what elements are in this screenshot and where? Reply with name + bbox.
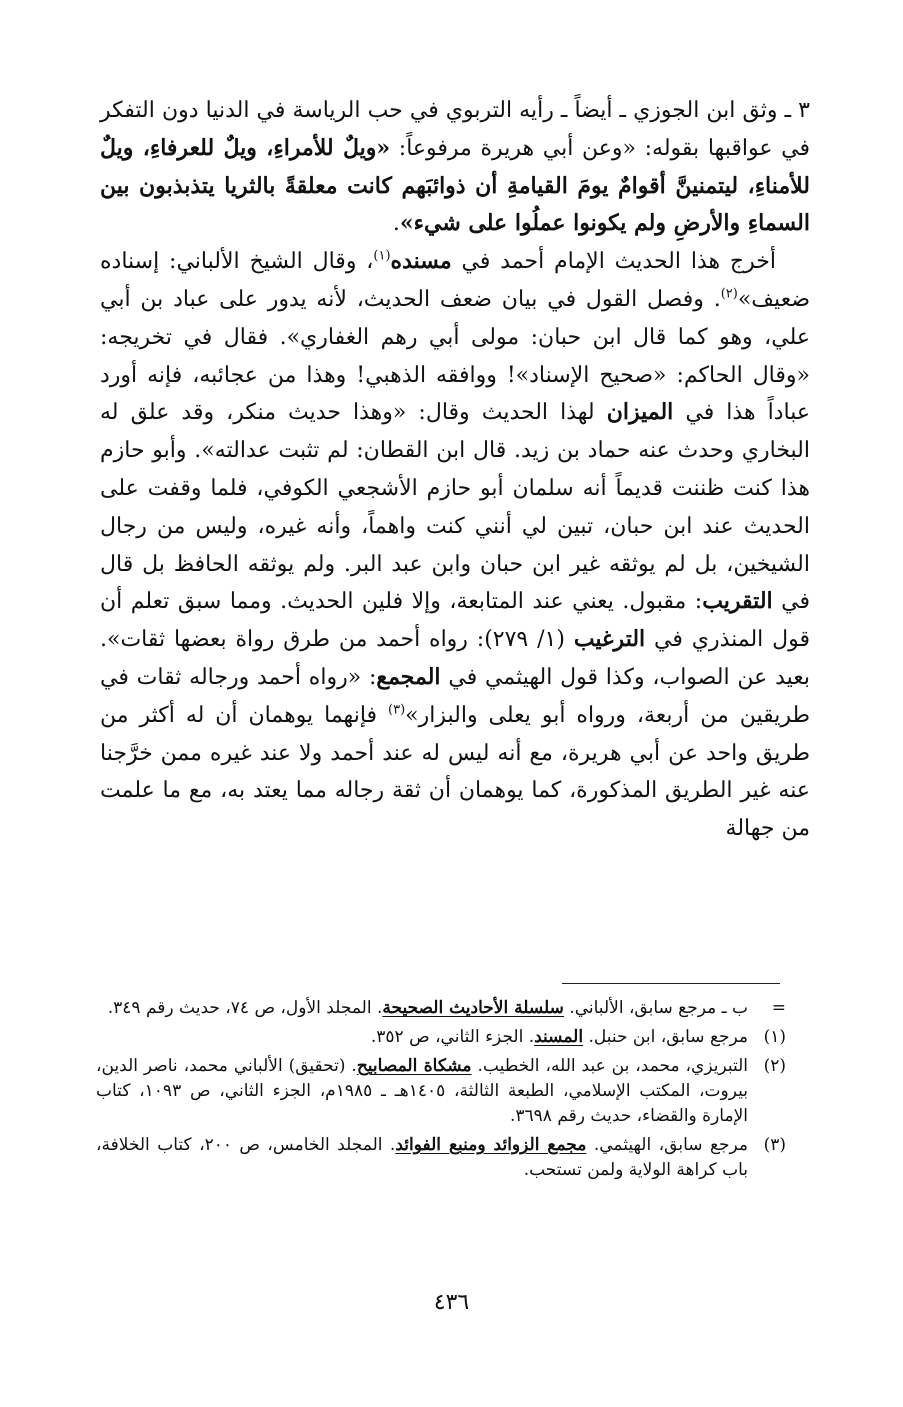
footnote-author: ب ـ مرجع سابق، الألباني. (563, 998, 748, 1018)
footnote-ref-3[interactable]: (٣) (388, 702, 406, 718)
footnote-book-title: مجمع الزوائد ومنبع الفوائد (395, 1135, 587, 1155)
footnote-ref-2[interactable]: (٢) (720, 286, 738, 302)
paragraph-1-text: ٣ ـ وثق ابن الجوزي ـ أيضاً ـ رأيه التربوي في حب الرياسة في الدنيا دون التفكر في عواقبها بقوله: «وعن أبي هريرة مرفوعاً: (100, 98, 811, 161)
footnote-details: . المجلد الأول، ص ٧٤، حديث رقم ٣٤٩. (107, 998, 383, 1018)
footnotes (96, 996, 786, 1187)
hadith-quote: «ويلٌ للأمراءِ، ويلٌ للعرفاءِ، ويلٌ للأمناءِ، ليتمنينَّ أقوامٌ يومَ القيامةِ أن ذوائبَهم كانت معلقةً بالثريا يتذبذبون بين السماءِ والأرضِ ولم يكونوا عملُوا على شيء» (100, 134, 810, 237)
footnote-number: (١) (763, 1027, 786, 1047)
book-title-majma: المجمع (376, 663, 441, 690)
footnote-item (96, 1025, 786, 1050)
book-title-musnad: مسنده (390, 248, 452, 275)
paragraph-2 (100, 243, 810, 848)
page-number: ٤٣٦ (433, 1290, 470, 1315)
footnote-number: = (771, 998, 786, 1018)
text-run: أخرج هذا الحديث الإمام أحمد في (451, 249, 776, 275)
book-title-mizan: الميزان (606, 399, 674, 426)
text-run: : «رواه أحمد ورجاله ثقات في طريقين من أربعة، ورواه أبو يعلى والبزار» (100, 664, 810, 728)
footnote-author: التبريزي، محمد، بن عبد الله، الخطيب. (471, 1056, 748, 1076)
footnote-text (96, 1133, 748, 1183)
footnote-item (96, 1133, 786, 1183)
main-text (100, 92, 810, 848)
book-title-targhib: الترغيب (573, 626, 646, 653)
paragraph-1 (100, 92, 810, 243)
footnote-separator (562, 983, 780, 984)
footnote-number: (٢) (763, 1056, 786, 1076)
footnote-book-title: المسند (534, 1027, 584, 1047)
footnote-author: مرجع سابق، ابن حنبل. (583, 1027, 748, 1047)
footnote-author: مرجع سابق، الهيثمي. (586, 1135, 748, 1155)
footnote-text (96, 996, 748, 1021)
footnote-item (96, 1054, 786, 1129)
footnote-book-title: مشكاة المصابيح (356, 1056, 472, 1076)
book-title-taqrib: التقريب (702, 588, 773, 615)
text-run: (١/ ٢٧٩): رواه أحمد من طرق رواة بعضها ثقات». بعيد عن الصواب، وكذا قول الهيثمي في (100, 627, 810, 690)
text-run: : مقبول. يعني عند المتابعة، وإلا فلين الحديث. ومما سبق تعلم أن قول المنذري في (100, 589, 811, 653)
text-run: . وفصل القول في بيان ضعف الحديث، لأنه يدور على عباد بن أبي علي، وهو كما قال ابن حبان: مولى أبي رهم الغفاري». فقال في تخريجه: «وقال الحاكم: «صحيح الإسناد»! ووافقه الذهبي! وهذا من عجائبه، فإنه أورد عباداً هذا في (100, 286, 810, 426)
footnote-text (96, 1025, 748, 1050)
text-run: فإنهما يوهمان أن له أكثر من طريق واحد عن أبي هريرة، مع أنه ليس له عند أحمد ولا عند غيره ممن خرَّجنا عنه غير الطريق المذكورة، كما يوهمان أن ثقة رجاله مما يعتد به، مع ما علمت من جهالة (100, 702, 810, 842)
footnote-item (96, 996, 786, 1021)
footnote-details: . (تحقيق) الألباني محمد، ناصر الدين، بيروت، المكتب الإسلامي، الطبعة الثالثة، ١٤٠٥هـ ـ ١٩٨٥م، الجزء الثاني، ص ١٠٩٣، كتاب الإمارة والقضاء، حديث رقم ٣٦٩٨. (96, 1056, 749, 1126)
footnote-details: . الجزء الثاني، ص ٣٥٢. (370, 1027, 535, 1047)
text-run: ، وقال الشيخ الألباني: إسناده ضعيف» (100, 249, 810, 312)
text-run: لهذا الحديث وقال: «وهذا حديث منكر، وقد علق له البخاري وحدث عنه حماد بن زيد. قال ابن القطان: لم تثبت عدالته». وأبو حازم هذا كنت ظننت قديماً أنه سلمان أبو حازم الأشجعي الكوفي، فلما وقفت على الحديث عند ابن حبان، تبين لي أنني كنت واهماً، وأنه غيره، وليس من رجال الشيخين، بل لم يوثقه غير ابن حبان وابن عبد البر. ولم يوثقه الحافظ بل قال في (100, 400, 810, 615)
footnote-ref-1[interactable]: (١) (373, 248, 391, 264)
footnote-text (96, 1054, 748, 1129)
footnote-book-title: سلسلة الأحاديث الصحيحة (382, 998, 564, 1018)
footnote-number: (٣) (763, 1135, 786, 1155)
footnote-details: . المجلد الخامس، ص ٢٠٠، كتاب الخلافة، باب كراهة الولاية ولمن تستحب. (96, 1135, 748, 1180)
paragraph-1-end: . (392, 211, 400, 237)
